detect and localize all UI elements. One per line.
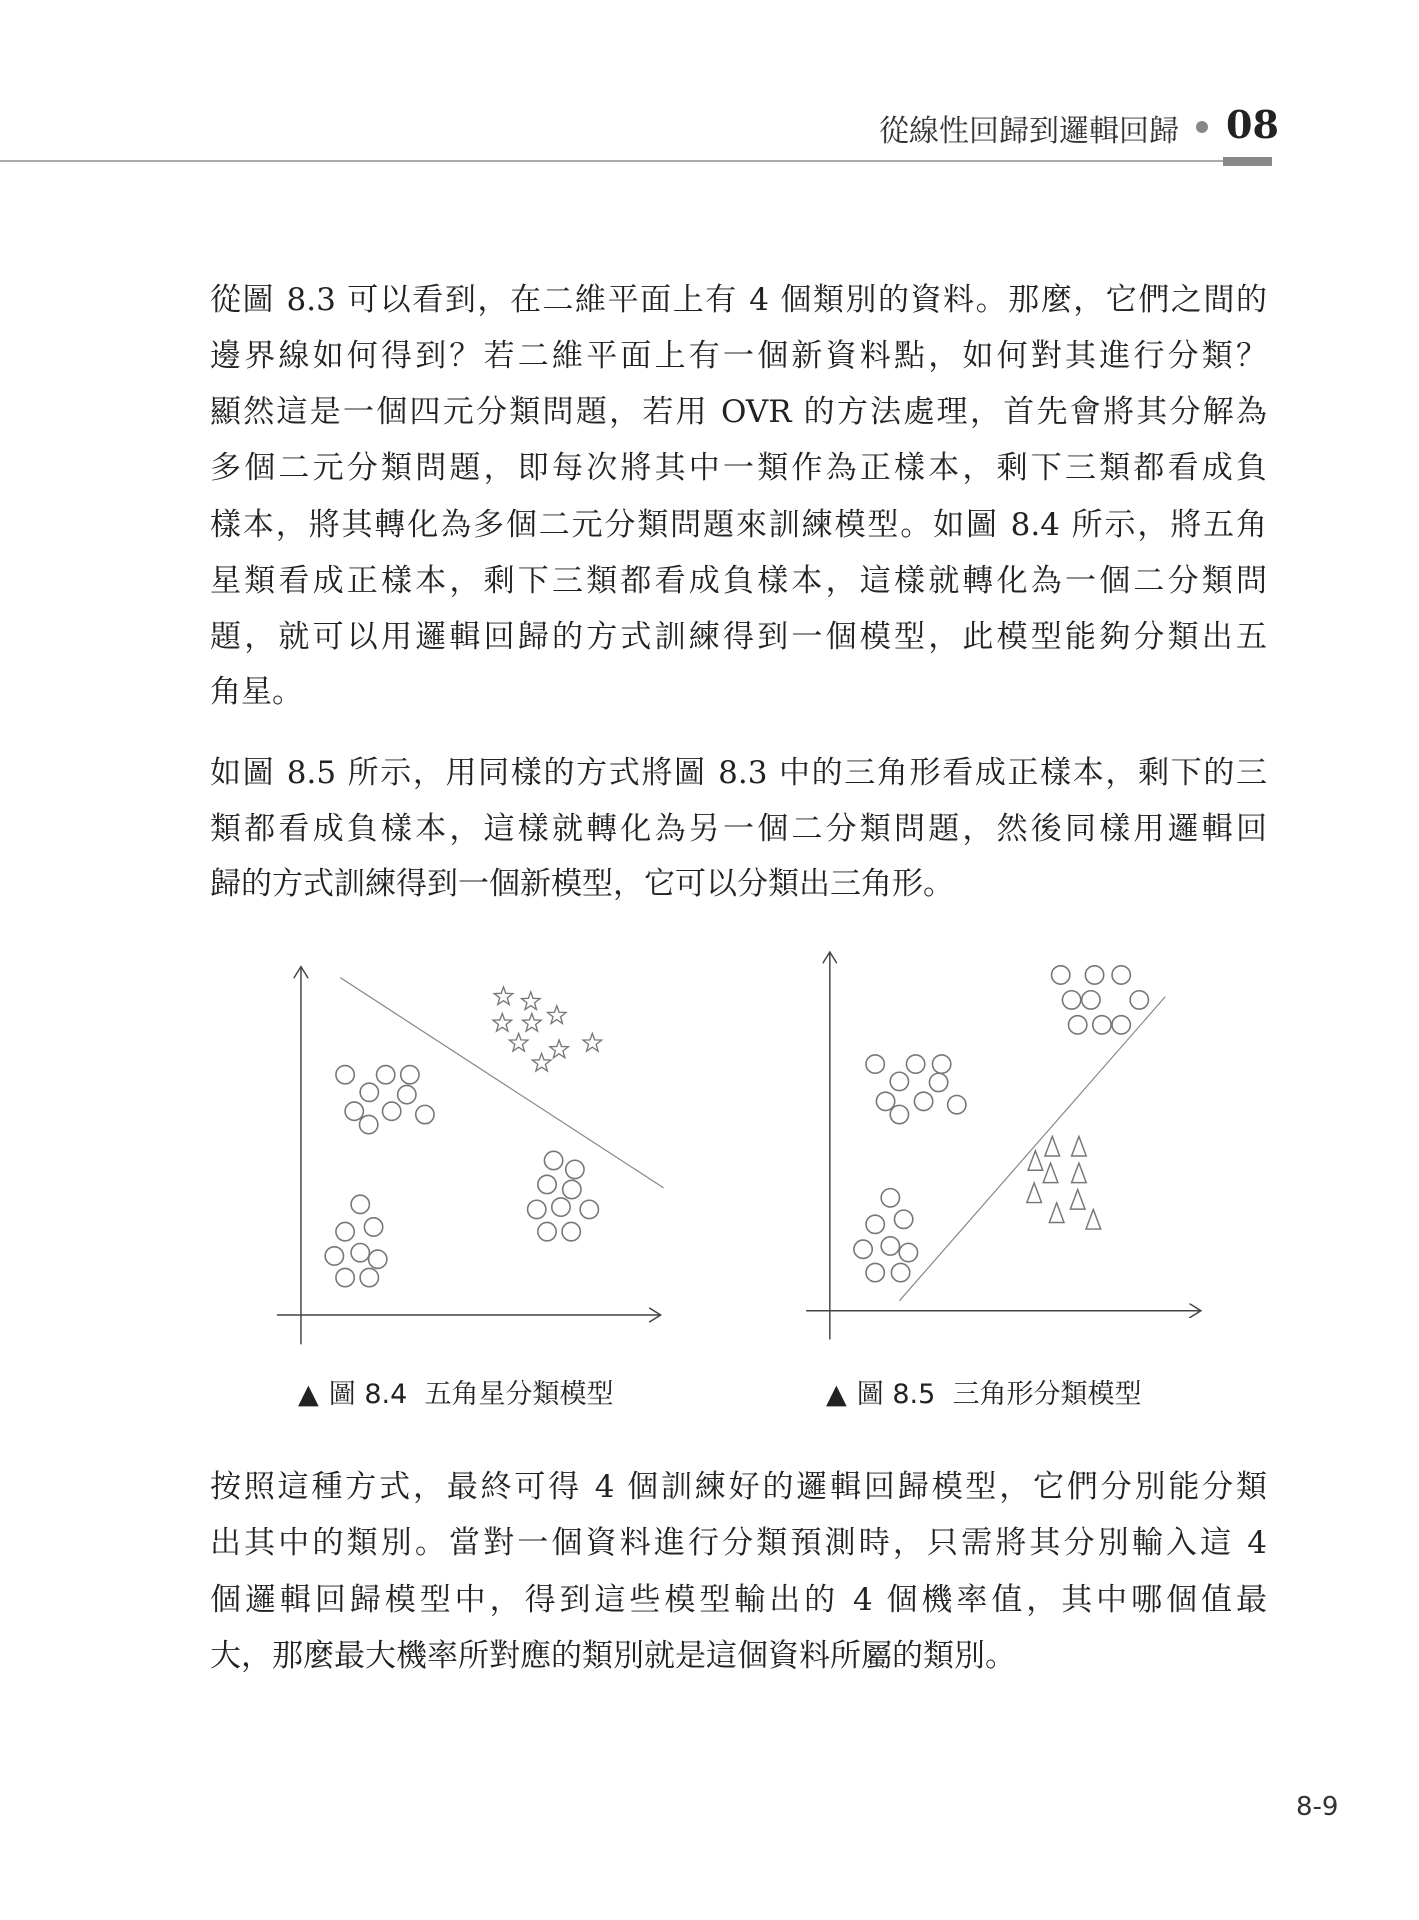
circle-point	[894, 1210, 912, 1228]
circle-point	[914, 1092, 932, 1110]
circle-point	[854, 1240, 872, 1258]
circle-point	[377, 1066, 395, 1084]
circle-point	[1130, 991, 1148, 1009]
star-point	[583, 1033, 602, 1051]
text-line: 顯然這是一個四元分類問題，若用 OVR 的方法處理，首先會將其分解為	[210, 394, 1267, 430]
circle-point	[876, 1092, 894, 1110]
circle-point	[562, 1222, 580, 1240]
circle-point	[401, 1066, 419, 1084]
triangle-point	[1070, 1190, 1085, 1210]
circle-point	[881, 1237, 899, 1255]
page-number: 8-9	[1296, 1792, 1339, 1822]
text-line: 大，那麼最大機率所對應的類別就是這個資料所屬的類別。	[210, 1638, 1016, 1674]
circle-point	[1093, 1016, 1111, 1034]
figure-label: 圖 8.4	[328, 1379, 408, 1410]
circle-point	[1112, 966, 1130, 984]
star-point	[523, 1013, 542, 1031]
star-point	[509, 1033, 528, 1051]
text-line: 角星。	[210, 674, 303, 710]
triangle-point	[1072, 1163, 1087, 1183]
circle-point	[416, 1105, 434, 1123]
text-line: 出其中的類別。當對一個資料進行分類預測時，只需將其分別輸入這 4	[210, 1525, 1267, 1561]
circle-point	[566, 1160, 584, 1178]
triangle-point	[1028, 1151, 1043, 1171]
circle-point	[1085, 966, 1103, 984]
circle-point	[382, 1102, 400, 1120]
text-line: 按照這種方式，最終可得 4 個訓練好的邏輯回歸模型，它們分別能分類	[210, 1469, 1267, 1505]
circle-point	[891, 1263, 909, 1281]
chapter-number: 08	[1226, 102, 1279, 147]
circle-point	[1112, 1016, 1130, 1034]
figure-label: 圖 8.5	[856, 1379, 936, 1410]
text-line: 星類看成正樣本，剩下三類都看成負樣本，這樣就轉化為一個二分類問	[210, 563, 1267, 599]
circle-point	[866, 1215, 884, 1233]
circle-point	[336, 1268, 354, 1286]
figure-8-5-caption	[826, 1372, 1141, 1411]
star-point	[532, 1053, 551, 1071]
decision-boundary	[899, 997, 1165, 1301]
figure-8-4-caption	[298, 1372, 613, 1411]
triangle-point	[1049, 1203, 1064, 1223]
figure-8-5-triangle-model	[806, 952, 1201, 1339]
text-line: 樣本，將其轉化為多個二元分類問題來訓練模型。如圖 8.4 所示，將五角	[210, 507, 1267, 543]
circle-point	[948, 1095, 966, 1113]
triangle-point	[1072, 1136, 1087, 1156]
figures-diagram	[245, 930, 1223, 1370]
circle-point	[351, 1244, 369, 1262]
circle-point	[929, 1073, 947, 1091]
star-point	[521, 992, 540, 1010]
circle-point	[866, 1263, 884, 1281]
figure-8-4-star-model	[277, 967, 664, 1345]
circle-point	[890, 1072, 908, 1090]
star-point	[493, 1013, 512, 1031]
circle-point	[906, 1055, 924, 1073]
circle-point	[563, 1180, 581, 1198]
text-line: 題，就可以用邏輯回歸的方式訓練得到一個模型，此模型能夠分類出五	[210, 619, 1267, 655]
circle-point	[345, 1102, 363, 1120]
triangle-point	[1086, 1210, 1101, 1230]
triangle-point	[1045, 1136, 1060, 1156]
circle-point	[360, 1268, 378, 1286]
triangle-marker-icon: ▲	[298, 1379, 319, 1410]
text-line: 如圖 8.5 所示，用同樣的方式將圖 8.3 中的三角形看成正樣本，剩下的三	[210, 755, 1267, 791]
circle-point	[336, 1222, 354, 1240]
circle-point	[538, 1222, 556, 1240]
triangle-marker-icon: ▲	[826, 1379, 847, 1410]
circle-point	[1052, 966, 1070, 984]
triangle-point	[1043, 1163, 1058, 1183]
circle-point	[351, 1195, 369, 1213]
text-line: 歸的方式訓練得到一個新模型，它可以分類出三角形。	[210, 866, 954, 902]
circle-point	[369, 1250, 387, 1268]
star-point	[550, 1040, 569, 1058]
text-line: 從圖 8.3 可以看到，在二維平面上有 4 個類別的資料。那麼，它們之間的	[210, 282, 1267, 318]
header-rule	[0, 160, 1223, 162]
circle-point	[364, 1218, 382, 1236]
circle-point	[360, 1115, 378, 1133]
triangle-point	[1027, 1183, 1042, 1203]
circle-point	[552, 1198, 570, 1216]
star-point	[547, 1006, 566, 1024]
circle-point	[1062, 991, 1080, 1009]
figure-caption-text: 五角星分類模型	[424, 1379, 614, 1410]
circle-point	[1069, 1016, 1087, 1034]
circle-point	[325, 1247, 343, 1265]
circle-point	[398, 1085, 416, 1103]
circle-point	[538, 1175, 556, 1193]
chapter-title: 從線性回歸到邏輯回歸	[879, 114, 1179, 149]
circle-point	[580, 1200, 598, 1218]
circle-point	[890, 1105, 908, 1123]
circle-point	[899, 1243, 917, 1261]
text-line: 類都看成負樣本，這樣就轉化為另一個二分類問題，然後同樣用邏輯回	[210, 811, 1267, 847]
circle-point	[360, 1083, 378, 1101]
header-bar	[1223, 157, 1272, 166]
circle-point	[528, 1200, 546, 1218]
figure-caption-text: 三角形分類模型	[952, 1379, 1142, 1410]
text-line: 個邏輯回歸模型中，得到這些模型輸出的 4 個機率值，其中哪個值最	[210, 1582, 1267, 1618]
circle-point	[544, 1151, 562, 1169]
circle-point	[336, 1066, 354, 1084]
circle-point	[932, 1055, 950, 1073]
text-line: 邊界線如何得到？若二維平面上有一個新資料點，如何對其進行分類？	[210, 338, 1267, 374]
header-dot-icon	[1196, 121, 1208, 133]
circle-point	[1082, 991, 1100, 1009]
circle-point	[866, 1055, 884, 1073]
star-point	[494, 987, 513, 1005]
circle-point	[881, 1189, 899, 1207]
text-line: 多個二元分類問題，即每次將其中一類作為正樣本，剩下三類都看成負	[210, 450, 1267, 486]
